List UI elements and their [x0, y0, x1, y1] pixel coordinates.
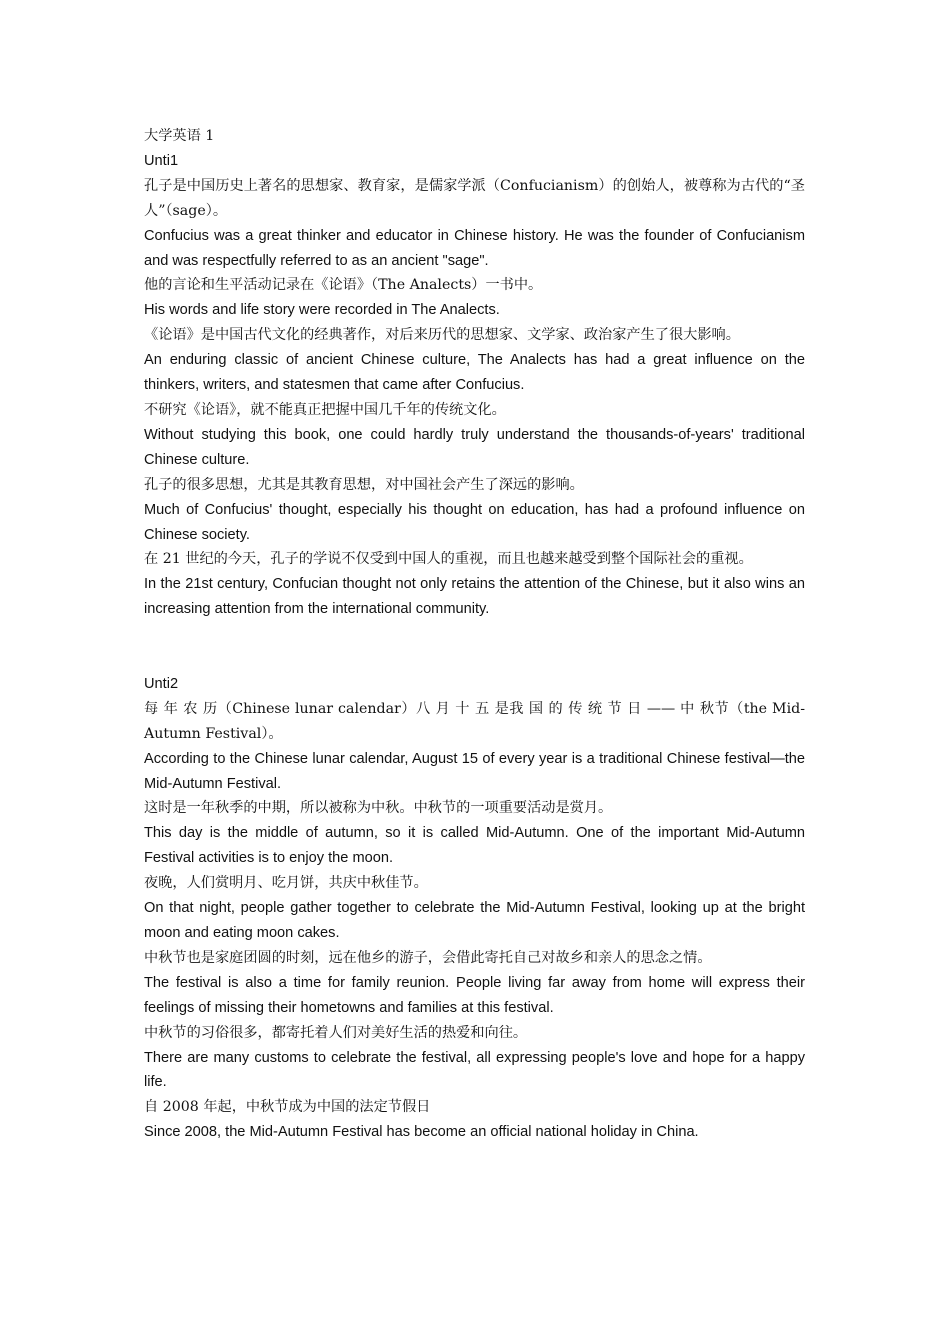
- english-paragraph: Confucius was a great thinker and educator in Chinese history. He was the founder of Confucianism and was respectfully referred to as an ancient "sage".: [144, 227, 805, 269]
- document-page: [144, 124, 805, 1145]
- unit-heading: Unti2: [144, 675, 179, 692]
- chinese-paragraph: 《论语》是中国古代文化的经典著作，对后来历代的思想家、文学家、政治家产生了很大影响。: [144, 327, 740, 344]
- chinese-paragraph: 每 年 农 历（Chinese lunar calendar）八 月 十 五 是我 国 的 传 统 节 日 —— 中 秋节（the Mid-Autumn Festival）。: [144, 700, 805, 742]
- unit-2: [144, 672, 805, 1145]
- chinese-paragraph: 在 21 世纪的今天，孔子的学说不仅受到中国人的重视，而且也越来越受到整个国际社会的重视。: [144, 551, 753, 568]
- section-spacer: [144, 622, 805, 672]
- english-paragraph: There are many customs to celebrate the festival, all expressing people's love and hope for a happy life.: [144, 1049, 805, 1091]
- english-paragraph: On that night, people gather together to celebrate the Mid-Autumn Festival, looking up at the bright moon and eating moon cakes.: [144, 900, 805, 941]
- chinese-paragraph: 自 2008 年起，中秋节成为中国的法定节假日: [144, 1099, 431, 1116]
- chinese-paragraph: 中秋节的习俗很多，都寄托着人们对美好生活的热爱和向往。: [144, 1024, 528, 1041]
- english-paragraph: In the 21st century, Confucian thought not only retains the attention of the Chinese, but it also wins an increasing attention from the international community.: [144, 576, 805, 618]
- english-paragraph: Without studying this book, one could hardly truly understand the thousands-of-years' traditional Chinese culture.: [144, 426, 805, 468]
- english-paragraph: His words and life story were recorded in The Analects.: [144, 302, 500, 319]
- chinese-paragraph: 夜晚，人们赏明月、吃月饼，共庆中秋佳节。: [144, 875, 428, 892]
- unit-1: [144, 149, 805, 622]
- english-paragraph: The festival is also a time for family reunion. People living far away from home will express their feelings of missing their hometowns and families at this festival.: [144, 974, 805, 1016]
- english-paragraph: This day is the middle of autumn, so it is called Mid-Autumn. One of the important Mid-Autumn Festival activities is to enjoy the moon.: [144, 825, 805, 867]
- chinese-paragraph: 孔子是中国历史上著名的思想家、教育家，是儒家学派（Confucianism）的创始人，被尊称为古代的“圣人”（sage）。: [144, 177, 805, 219]
- english-paragraph: An enduring classic of ancient Chinese culture, The Analects has had a great influence on the thinkers, writers, and statesmen that came after Confucius.: [144, 352, 805, 394]
- english-paragraph: Much of Confucius' thought, especially his thought on education, has had a profound influence on Chinese society.: [144, 501, 805, 543]
- english-paragraph: Since 2008, the Mid-Autumn Festival has become an official national holiday in China.: [144, 1124, 699, 1141]
- unit-heading: Unti1: [144, 152, 179, 169]
- chinese-paragraph: 孔子的很多思想，尤其是其教育思想，对中国社会产生了深远的影响。: [144, 476, 584, 493]
- chinese-paragraph: 中秋节也是家庭团圆的时刻，远在他乡的游子，会借此寄托自己对故乡和亲人的思念之情。: [144, 949, 712, 966]
- document-title: 大学英语 1: [144, 128, 215, 144]
- chinese-paragraph: 他的言论和生平活动记录在《论语》（The Analects）一书中。: [144, 277, 543, 294]
- chinese-paragraph: 这时是一年秋季的中期，所以被称为中秋。中秋节的一项重要活动是赏月。: [144, 800, 613, 817]
- english-paragraph: According to the Chinese lunar calendar, August 15 of every year is a traditional Chinese festival—the Mid-Autumn Festival.: [144, 750, 805, 792]
- chinese-paragraph: 不研究《论语》，就不能真正把握中国几千年的传统文化。: [144, 401, 506, 418]
